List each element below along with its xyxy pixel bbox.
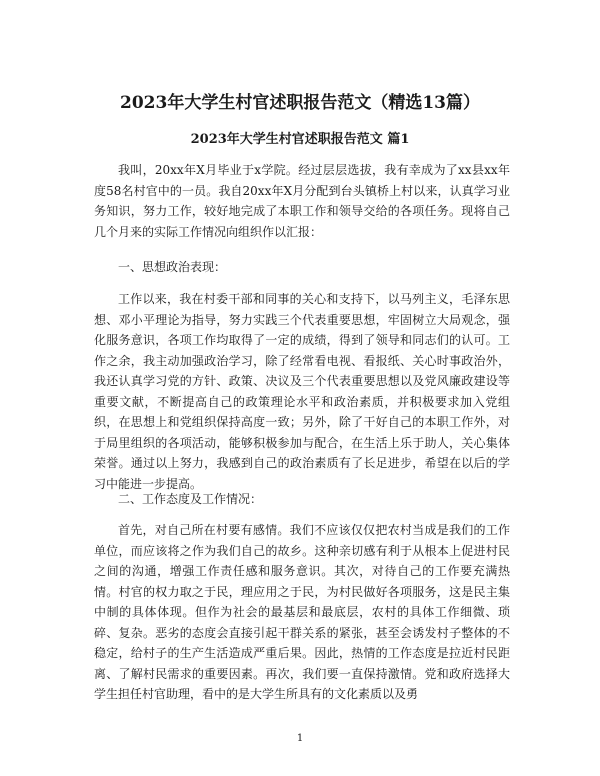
section-subtitle: 2023年大学生村官述职报告范文 篇1: [190, 132, 410, 147]
document-title: 2023年大学生村官述职报告范文（精选13篇）: [120, 93, 480, 113]
paragraph-political: 工作以来，我在村委干部和同事的关心和支持下，以马列主义，毛泽东思想、邓小平理论为指导，努力实践三个代表重要思想，牢固树立大局观念，强化服务意识，各项工作均取得了一定的成绩，得到了领导和同志们的认可。工作之余，我主动加强政治学习，除了经常看电视、看报纸、关心时事政治外，我还认真学习党的方针、政策、决议及三个代表重要思想以及党风廉政建设等重要文献，不断提高自己的政策理论水平和政治素质，并积极要求加入党组织，在思想上和党组织保持高度一致；另外，除了干好自己的本职工作外，对于局里组织的各项活动，能够积极参加与配合，在生活上乐于助人，关心集体荣誉。通过以上努力，我感到自己的政治素质有了长足进步，希望在以后的学习中能进一步提高。: [94, 292, 510, 491]
paragraph-work-attitude: 首先，对自己所在村要有感情。我们不应该仅仅把农村当成是我们的工作单位，而应该将之作为我们自己的故乡。这种亲切感有利于从根本上促进村民之间的沟通，增强工作责任感和服务意识。其次，对待自己的工作要充满热情。村官的权力取之于民，理应用之于民，为村民做好各项服务，这是民主集中制的具体体现。但作为社会的最基层和最底层，农村的具体工作细微、琐碎、复杂。恶劣的态度会直接引起干群关系的紧张，甚至会诱发村子整体的不稳定，给村子的生产生活造成严重后果。因此，热情的工作态度是拉近村民距离、了解村民需求的重要因素。再次，我们要一直保持激情。党和政府选择大学生担任村官助理，看中的是大学生所具有的文化素质以及勇: [94, 523, 510, 701]
paragraph-intro: 我叫，20xx年X月毕业于x学院。经过层层选拔，我有幸成为了xx县xx年度58名村官中的一员。我自20xx年X月分配到台头镇桥上村以来，认真学习业务知识，努力工作，较好地完成了本职工作和领导交给的各项任务。现将自己几个月来的实际工作情况向组织作以汇报：: [94, 163, 510, 239]
heading-work-attitude: 二、工作态度及工作情况：: [118, 492, 263, 506]
page-number: 1: [296, 733, 304, 744]
heading-political: 一、思想政治表现：: [118, 260, 227, 274]
